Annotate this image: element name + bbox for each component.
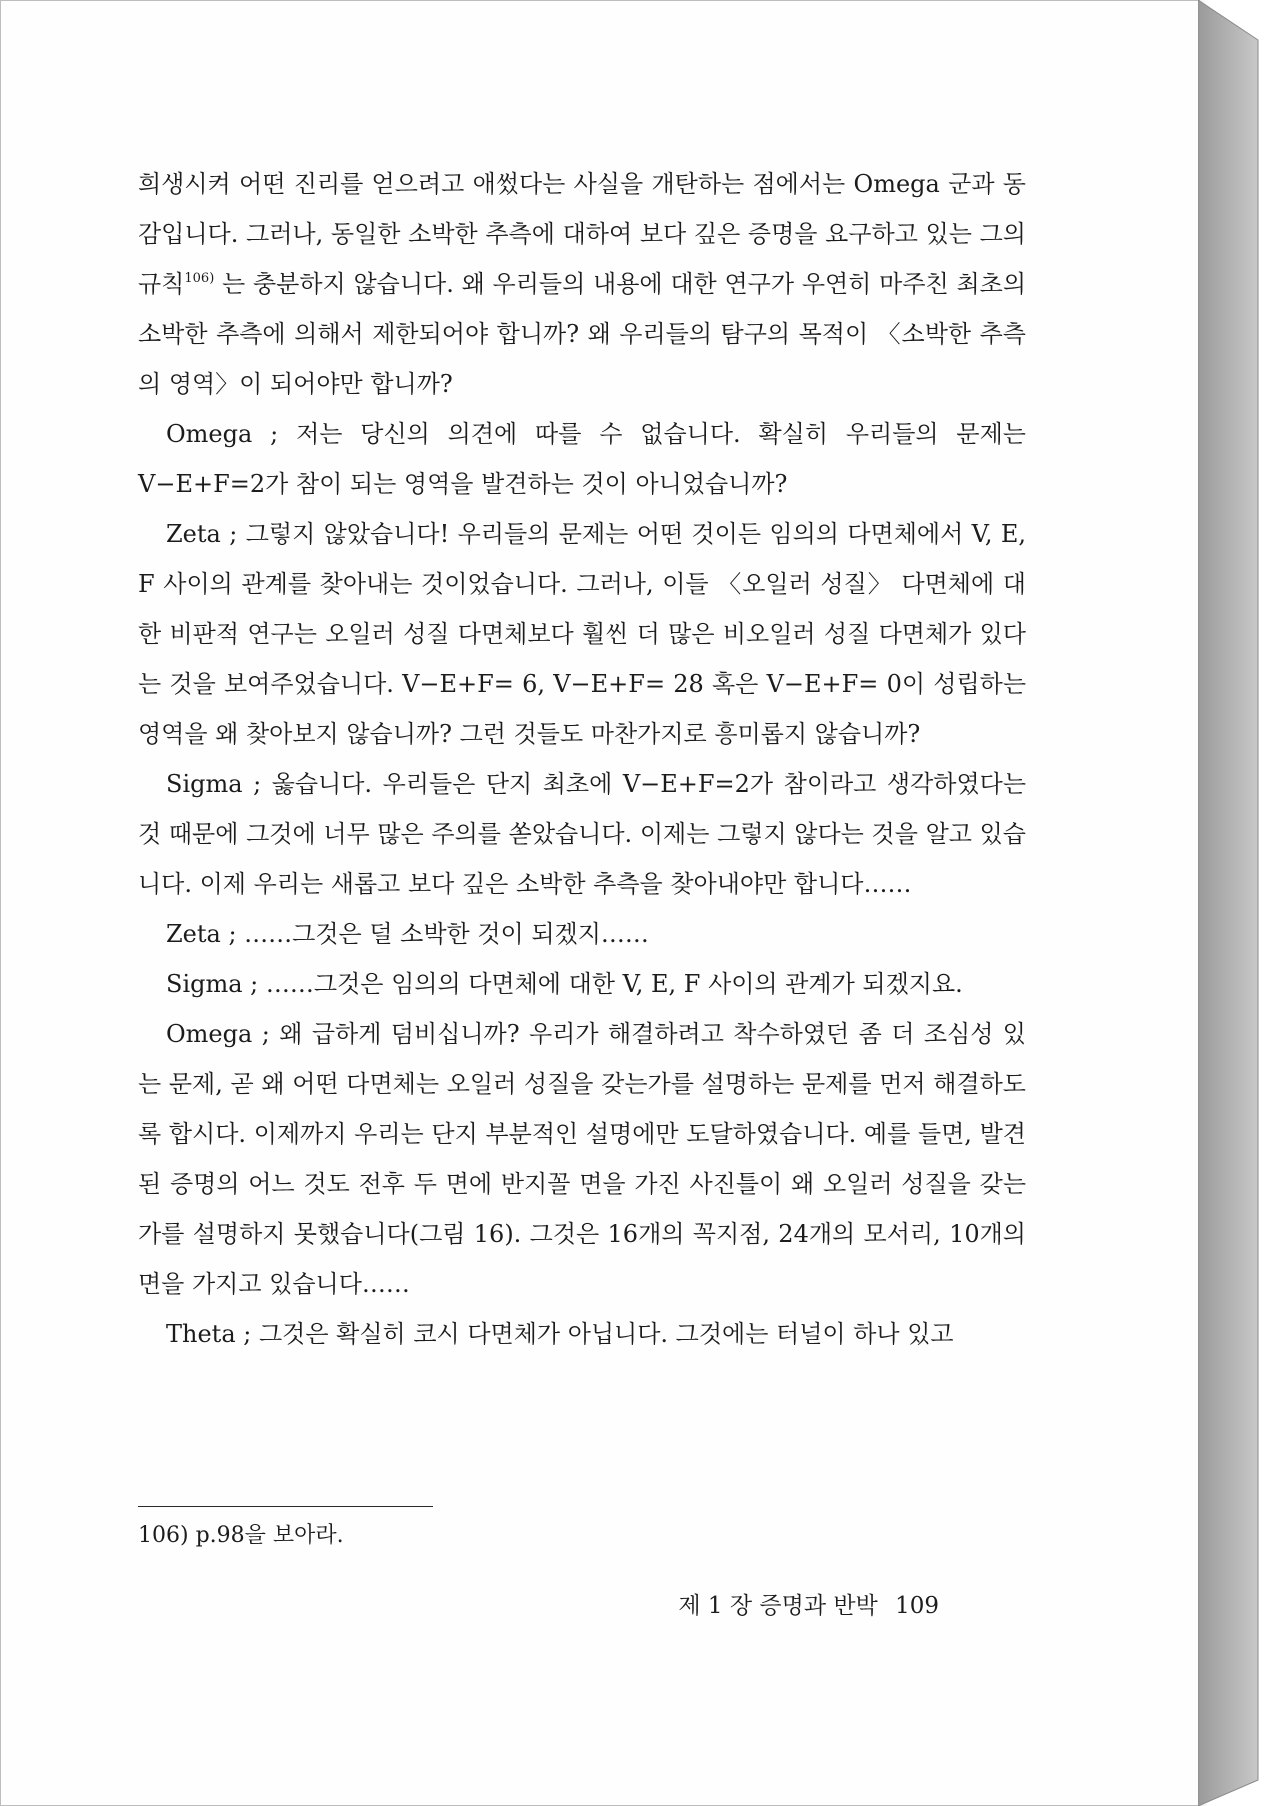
footnote: 106) p.98을 보아라. <box>138 1523 344 1548</box>
paragraph-text: 희생시켜 어떤 진리를 얻으려고 애썼다는 사실을 개탄하는 점에서는 Omega 군과 동감입니다. 그러나, 동일한 소박한 추측에 대하여 보다 깊은 증명을 요구하고 있는 그의 규칙 <box>138 170 1026 298</box>
page-number: 109 <box>895 1593 939 1619</box>
paragraph: Omega ; 왜 급하게 덤비십니까? 우리가 해결하려고 착수하였던 좀 더 조심성 있는 문제, 곧 왜 어떤 다면체는 오일러 성질을 갖는가를 설명하는 문제를 먼저 해결하도록 합시다. 이제까지 우리는 단지 부분적인 설명에만 도달하였습니다. 예를 들면, 발견된 증명의 어느 것도 전후 두 면에 반지꼴 면을 가진 사진틀이 왜 오일러 성질을 갖는가를 설명하지 못했습니다(그림 16). 그것은 16개의 꼭지점, 24개의 모서리, 10개의 면을 가지고 있습니다…… <box>138 1020 1026 1298</box>
paragraph: Zeta ; 그렇지 않았습니다! 우리들의 문제는 어떤 것이든 임의의 다면체에서 V, E, F 사이의 관계를 찾아내는 것이었습니다. 그러나, 이들 〈오일러 성질〉 다면체에 대한 비판적 연구는 오일러 성질 다면체보다 훨씬 더 많은 비오일러 성질 다면체가 있다는 것을 보여주었습니다. V−E+F= 6, V−E+F= 28 혹은 V−E+F= 0이 성립하는 영역을 왜 찾아보지 않습니까? 그런 것들도 마찬가지로 흥미롭지 않습니까? <box>138 520 1026 748</box>
paragraph: Sigma ; 옳습니다. 우리들은 단지 최초에 V−E+F=2가 참이라고 생각하였다는 것 때문에 그것에 너무 많은 주의를 쏟았습니다. 이제는 그렇지 않다는 것을 알고 있습니다. 이제 우리는 새롭고 보다 깊은 소박한 추측을 찾아내야만 합니다…… <box>138 770 1026 898</box>
paragraph: Zeta ; ……그것은 덜 소박한 것이 되겠지…… <box>166 920 649 948</box>
page-edge-shading <box>1198 0 1266 1806</box>
paragraph: Theta ; 그것은 확실히 코시 다면체가 아닙니다. 그것에는 터널이 하나 있고 <box>166 1320 954 1348</box>
footnote-marker: 106) <box>184 271 215 286</box>
chapter-title: 제 1 장 증명과 반박 <box>678 1593 878 1619</box>
paragraph <box>138 159 1026 409</box>
body-text <box>138 159 1026 1359</box>
paragraph: Sigma ; ……그것은 임의의 다면체에 대한 V, E, F 사이의 관계가 되겠지요. <box>166 970 963 998</box>
paragraph: Omega ; 저는 당신의 의견에 따를 수 없습니다. 확실히 우리들의 문제는 V−E+F=2가 참이 되는 영역을 발견하는 것이 아니었습니까? <box>138 420 1026 498</box>
paragraph-text: 는 충분하지 않습니다. 왜 우리들의 내용에 대한 연구가 우연히 마주친 최초의 소박한 추측에 의해서 제한되어야 합니까? 왜 우리들의 탐구의 목적이 〈소박한 추측의 영역〉이 되어야만 합니까? <box>138 270 1026 398</box>
running-footer <box>668 1591 939 1621</box>
footnote-divider <box>138 1506 433 1507</box>
